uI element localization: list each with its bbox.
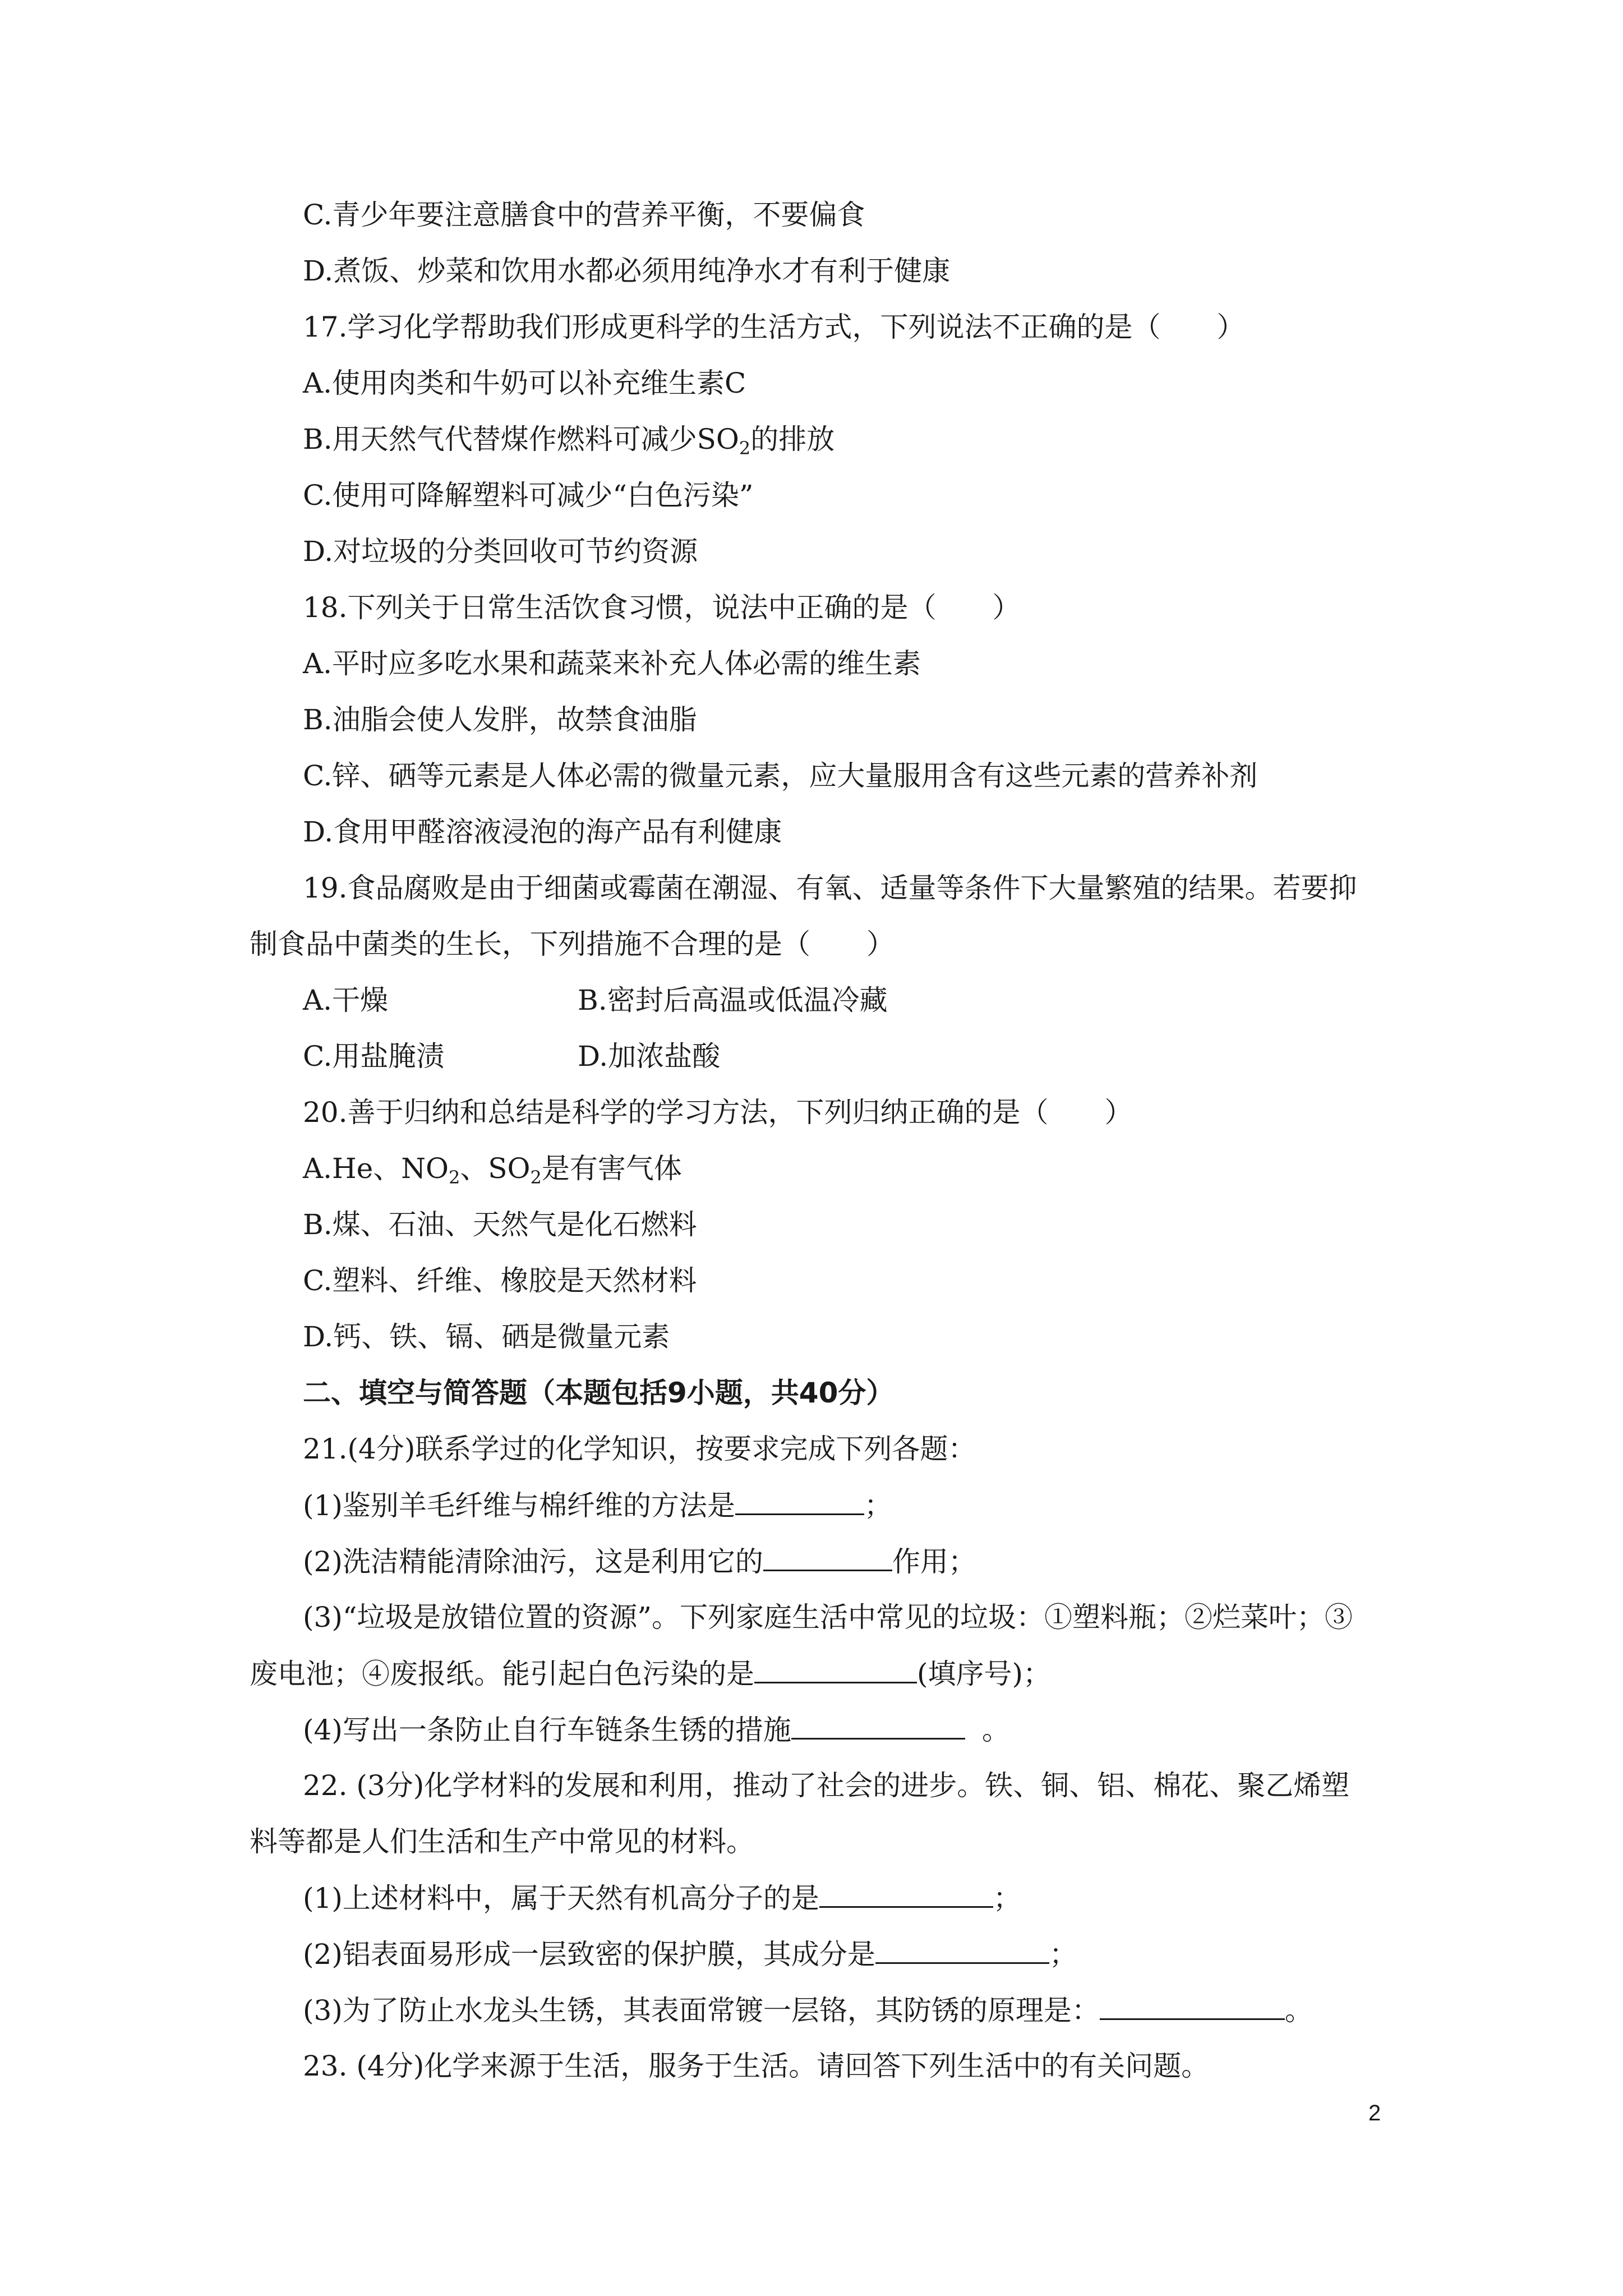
question-22-part1-end: ； <box>993 1882 1021 1915</box>
question-21-part4-end: 。 <box>981 1714 1010 1746</box>
question-22-part1-text: (1)上述材料中，属于天然有机高分子的是 <box>303 1882 819 1915</box>
option-a-q17: A.使用肉类和牛奶可以补充维生素C <box>303 367 746 399</box>
question-22-line1: 22. (3分)化学材料的发展和利用，推动了社会的进步。铁、铜、铝、棉花、聚乙烯塑 <box>303 1769 1350 1802</box>
option-b-q17-text-end: 的排放 <box>750 423 835 455</box>
question-21-part2 <box>303 1547 976 1576</box>
question-21-part2-end: 作用； <box>892 1545 976 1578</box>
question-21-part1-end: ； <box>864 1489 892 1522</box>
option-a-q20 <box>303 1154 682 1186</box>
question-19-line2: 制食品中菌类的生长，下列措施不合理的是（ ） <box>250 928 895 960</box>
option-a-q20-text-mid: 、SO <box>460 1152 531 1185</box>
answer-blank <box>735 1491 864 1515</box>
question-21-part4-text: (4)写出一条防止自行车链条生锈的措施 <box>303 1714 791 1746</box>
question-21-part2-text: (2)洗洁精能清除油污，这是利用它的 <box>303 1545 763 1578</box>
question-21-part1-text: (1)鉴别羊毛纤维与棉纤维的方法是 <box>303 1489 735 1522</box>
question-17: 17.学习化学帮助我们形成更科学的生活方式，下列说法不正确的是（ ） <box>303 311 1245 343</box>
subscript: 2 <box>530 1167 542 1188</box>
option-b-q18: B.油脂会使人发胖，故禁食油脂 <box>303 703 697 736</box>
option-a-q20-text-end: 是有害气体 <box>541 1152 682 1185</box>
subscript: 2 <box>448 1167 460 1188</box>
page-number: 2 <box>1368 2101 1381 2125</box>
option-c-q16: C.青少年要注意膳食中的营养平衡，不要偏食 <box>303 199 865 231</box>
answer-blank <box>791 1715 965 1740</box>
option-a-q18: A.平时应多吃水果和蔬菜来补充人体必需的维生素 <box>303 647 921 680</box>
question-21-part3-line1: (3)“垃圾是放错位置的资源”。下列家庭生活中常见的垃圾：①塑料瓶；②烂菜叶；③ <box>303 1601 1353 1634</box>
option-b-q20: B.煤、石油、天然气是化石燃料 <box>303 1208 697 1241</box>
option-c-q19: C.用盐腌渍 <box>303 1040 445 1073</box>
answer-blank <box>754 1659 917 1683</box>
answer-blank <box>1100 1996 1285 2020</box>
question-22-part3 <box>303 1994 1313 2027</box>
question-21-part1 <box>303 1491 892 1520</box>
question-22-part2-text: (2)铝表面易形成一层致密的保护膜，其成分是 <box>303 1938 875 1971</box>
question-21-part3-line2 <box>250 1659 1051 1688</box>
question-21-part3-end: (填序号)； <box>917 1658 1052 1690</box>
question-19-line1: 19.食品腐败是由于细菌或霉菌在潮湿、有氧、适量等条件下大量繁殖的结果。若要抑 <box>303 872 1357 904</box>
question-22-part3-text: (3)为了防止水龙头生锈，其表面常镀一层铬，其防锈的原理是： <box>303 1994 1100 2027</box>
question-22-part3-end: 。 <box>1284 1994 1313 2027</box>
option-c-q20: C.塑料、纤维、橡胶是天然材料 <box>303 1264 697 1297</box>
section-heading: 二、填空与简答题（本题包括9小题，共40分） <box>303 1377 895 1409</box>
question-20: 20.善于归纳和总结是科学的学习方法，下列归纳正确的是（ ） <box>303 1096 1133 1129</box>
option-b-q17 <box>303 425 834 457</box>
option-c-q17: C.使用可降解塑料可减少“白色污染” <box>303 479 754 512</box>
question-21: 21.(4分)联系学过的化学知识，按要求完成下列各题： <box>303 1433 976 1465</box>
answer-blank <box>763 1547 892 1571</box>
question-22-part2 <box>303 1938 1077 1971</box>
option-d-q16: D.煮饭、炒菜和饮用水都必须用纯净水才有利于健康 <box>303 255 951 287</box>
option-d-q19: D.加浓盐酸 <box>578 1040 721 1073</box>
question-21-part4 <box>303 1715 1010 1744</box>
option-d-q20: D.钙、铁、镉、硒是微量元素 <box>303 1320 670 1353</box>
question-22-part1 <box>303 1882 1021 1915</box>
question-18: 18.下列关于日常生活饮食习惯，说法中正确的是（ ） <box>303 591 1021 624</box>
option-a-q20-text: A.He、NO <box>303 1152 449 1185</box>
option-b-q19: B.密封后高温或低温冷藏 <box>578 984 888 1016</box>
answer-blank <box>819 1884 993 1908</box>
question-22-line2: 料等都是人们生活和生产中常见的材料。 <box>250 1825 754 1858</box>
answer-blank <box>875 1940 1049 1964</box>
option-a-q19: A.干燥 <box>303 984 389 1016</box>
question-23: 23. (4分)化学来源于生活，服务于生活。请回答下列生活中的有关问题。 <box>303 2050 1210 2082</box>
question-21-part3-text: 废电池；④废报纸。能引起白色污染的是 <box>250 1658 754 1690</box>
question-22-part2-end: ； <box>1049 1938 1077 1971</box>
option-d-q17: D.对垃圾的分类回收可节约资源 <box>303 535 698 568</box>
option-d-q18: D.食用甲醛溶液浸泡的海产品有利健康 <box>303 816 782 848</box>
option-c-q18: C.锌、硒等元素是人体必需的微量元素，应大量服用含有这些元素的营养补剂 <box>303 760 1258 792</box>
subscript: 2 <box>739 438 751 459</box>
option-b-q17-text: B.用天然气代替煤作燃料可减少SO <box>303 423 739 455</box>
